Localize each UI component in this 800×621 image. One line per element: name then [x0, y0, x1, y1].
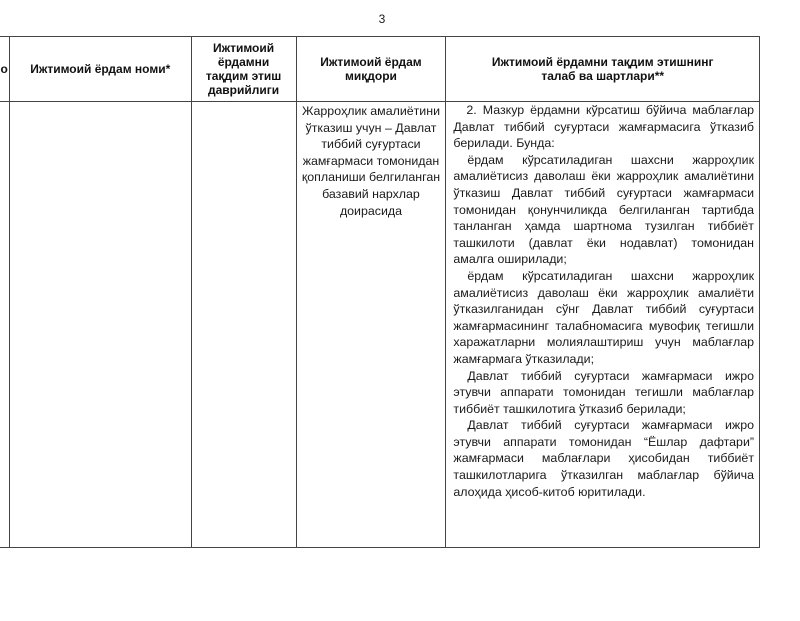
table-header-row: [0, 37, 760, 102]
conditions-text: [446, 102, 759, 500]
cell-assistance-name: [9, 102, 191, 548]
condition-paragraph: ёрдам кўрсатиладиган шахсни жарроҳлик амалиётисиз даволаш ёки жарроҳлик амалиёти ўтказилганидан сўнг Давлат тиббий суғуртаси жамғармасининг талабномасига мувофиқ тегишли харажатларни молиялаштириш учун маблағлар жамғармага ўтказилади;: [453, 268, 754, 366]
header-assistance-amount: Ижтимоий ёрдам миқдори: [296, 37, 446, 102]
condition-paragraph: Давлат тиббий суғуртаси жамғармаси ижро этувчи аппарати томонидан “Ёшлар дафтари” жамғармаси маблағлари ҳисобидан тиббиёт ташкилотларига ўтказилган маблағлар бўйича алоҳида ҳисоб-китоб юритилади.: [453, 418, 754, 499]
cell-assistance-conditions: [446, 102, 760, 548]
header-assistance-name: Ижтимоий ёрдам номи*: [9, 37, 191, 102]
header-assistance-conditions: Ижтимоий ёрдамни тақдим этишнинг талаб ва шартлари**: [446, 37, 760, 102]
table-row: [0, 102, 760, 548]
header-number: о: [0, 37, 9, 102]
condition-paragraph: Давлат тиббий суғуртаси жамғармаси ижро этувчи аппарати томонидан тегишли маблағлар тиббиёт ташкилотига ўтказиб берилади;: [453, 368, 754, 416]
condition-paragraph: 2. Мазкур ёрдамни кўрсатиш бўйича маблағлар Давлат тиббий суғуртаси жамғармасига ўтказиб берилади. Бунда:: [453, 103, 754, 151]
amount-text: Жарроҳлик амалиётини ўтказиш учун – Давлат тиббий суғуртаси жамғармаси томонидан қопланиши белгиланган базавий нархлар доирасида: [301, 104, 441, 218]
cell-assistance-amount: [296, 102, 446, 548]
header-assistance-period: Ижтимоий ёрдамни тақдим этиш даврийлиги: [191, 37, 296, 102]
page-number: 3: [378, 12, 386, 26]
cell-assistance-period: [191, 102, 296, 548]
condition-paragraph: ёрдам кўрсатиладиган шахсни жарроҳлик амалиётисиз даволаш ёки жарроҳлик амалиётини ўтказиш Давлат тиббий суғуртаси жамғармаси томонидан қонунчиликда белгиланган тартибда танланган ҳамда шартнома тузилган тиббиёт ташкилоти (давлат ёки нодавлат) томонидан амалга оширилади;: [453, 152, 754, 267]
social-assistance-table: [0, 36, 760, 548]
cell-number: [0, 102, 9, 548]
